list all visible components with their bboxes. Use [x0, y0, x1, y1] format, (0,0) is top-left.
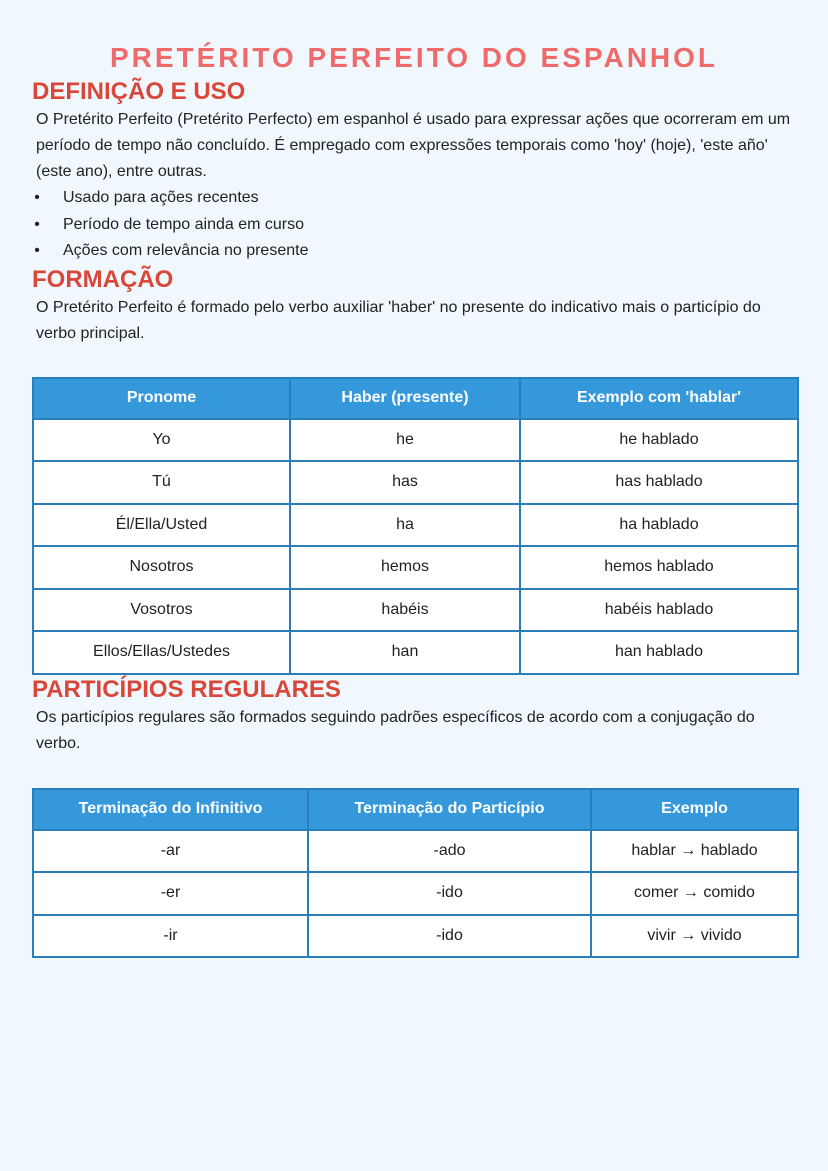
- table-cell: -er: [33, 872, 308, 915]
- section-heading-participles: PARTICÍPIOS REGULARES: [32, 675, 341, 703]
- list-item-text: Ações com relevância no presente: [63, 242, 309, 259]
- bullet-icon: •: [34, 189, 40, 206]
- table-row: [33, 419, 798, 462]
- column-header-example: Exemplo: [591, 789, 798, 830]
- table-cell: han hablado: [520, 631, 798, 674]
- list-item: [32, 212, 796, 239]
- table-cell: hemos hablado: [520, 546, 798, 589]
- table-cell: he: [290, 419, 520, 462]
- table-header-row: [33, 789, 798, 830]
- table-row: [33, 631, 798, 674]
- page-title: PRETÉRITO PERFEITO DO ESPANHOL: [109, 42, 719, 73]
- list-item: [32, 238, 796, 265]
- section-heading-definition: DEFINIÇÃO E USO: [32, 78, 246, 105]
- list-item-text: Período de tempo ainda em curso: [63, 215, 305, 233]
- table-row: [33, 589, 798, 632]
- usage-bullet-list: [32, 185, 796, 265]
- table-cell: hemos: [290, 546, 520, 589]
- table-cell: han: [290, 631, 520, 674]
- table-cell: has: [290, 461, 520, 504]
- table-cell: Tú: [33, 461, 290, 504]
- table-cell: Él/Ella/Usted: [33, 504, 290, 547]
- table-cell: habéis: [290, 589, 520, 632]
- table-cell: he hablado: [520, 419, 798, 462]
- section-heading-formation: FORMAÇÃO: [32, 265, 174, 293]
- table-row: [33, 872, 798, 915]
- column-header-haber: Haber (presente): [290, 378, 520, 419]
- definition-paragraph: O Pretérito Perfeito (Pretérito Perfecto) em espanhol é usado para expressar ações que ocorreram em um período de tempo não concluído. É empregado com expressões temporais como 'hoy' (hoje), 'este año' (este ano), entre outras.: [36, 111, 791, 180]
- column-header-participle-ending: Terminação do Particípio: [308, 789, 591, 830]
- table-cell: hablar → hablado: [591, 830, 798, 873]
- table-cell: -ado: [308, 830, 591, 873]
- table-cell: -ido: [308, 915, 591, 958]
- table-cell: Yo: [33, 419, 290, 462]
- table-row: [33, 830, 798, 873]
- table-cell: habéis hablado: [520, 589, 798, 632]
- table-cell: ha hablado: [520, 504, 798, 547]
- table-row: [33, 546, 798, 589]
- formation-table: [32, 377, 799, 675]
- list-item: [32, 185, 796, 212]
- bullet-icon: •: [34, 215, 40, 233]
- table-cell: Ellos/Ellas/Ustedes: [33, 631, 290, 674]
- table-cell: ha: [290, 504, 520, 547]
- column-header-pronoun: Pronome: [33, 378, 290, 419]
- table-cell: comer → comido: [591, 872, 798, 915]
- column-header-infinitive-ending: Terminação do Infinitivo: [33, 789, 308, 830]
- table-row: [33, 504, 798, 547]
- table-cell: -ido: [308, 872, 591, 915]
- table-header-row: [33, 378, 798, 419]
- table-cell: vivir → vivido: [591, 915, 798, 958]
- bullet-icon: •: [34, 242, 40, 259]
- table-cell: -ar: [33, 830, 308, 873]
- table-cell: Vosotros: [33, 589, 290, 632]
- table-row: [33, 461, 798, 504]
- participles-paragraph: Os particípios regulares são formados seguindo padrões específicos de acordo com a conjugação do verbo.: [36, 708, 755, 752]
- table-cell: Nosotros: [33, 546, 290, 589]
- formation-paragraph: O Pretérito Perfeito é formado pelo verbo auxiliar 'haber' no presente do indicativo mais o particípio do verbo principal.: [36, 298, 761, 342]
- list-item-text: Usado para ações recentes: [63, 189, 259, 206]
- table-cell: has hablado: [520, 461, 798, 504]
- column-header-example: Exemplo com 'hablar': [520, 378, 798, 419]
- participles-table: [32, 788, 799, 959]
- table-cell: -ir: [33, 915, 308, 958]
- table-row: [33, 915, 798, 958]
